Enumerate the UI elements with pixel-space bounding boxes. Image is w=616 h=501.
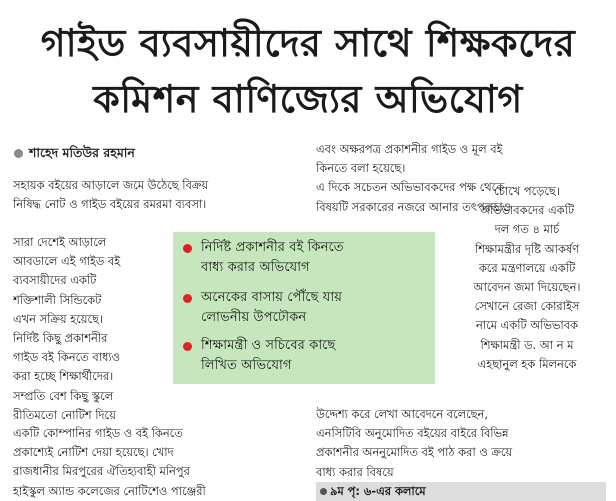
- author-name: শাহেদ মতিউর রহমান: [29, 145, 135, 160]
- text-line: আবডালে এই গাইড বই: [13, 254, 121, 269]
- text-line: শিক্ষামন্ত্রী ড. আ ন ম: [480, 337, 574, 352]
- text-line: অনেকের বাসায় পৌঁছে যায়: [201, 290, 342, 305]
- text-line: সেখানে রেজা কোরাইস: [474, 299, 580, 314]
- text-line: অভিভাবকদের একটি: [479, 203, 575, 218]
- highlight-text: [201, 238, 428, 278]
- left-column-wrapped-text: [13, 233, 171, 425]
- text-line: বাধ্য করার অভিযোগ: [201, 260, 310, 275]
- text-line: এহছানুল হক মিলনকে: [477, 356, 577, 371]
- text-line: প্রকাশ্যেই নোটিশ দেয়া হয়েছে। খোদ: [13, 445, 174, 460]
- text-line: নির্দিষ্ট প্রকাশনীর বই কিনতে: [201, 240, 344, 255]
- highlight-item: [183, 238, 428, 278]
- text-line: দল গত ৪ মার্চ: [494, 222, 560, 237]
- text-line: গাইড বই কিনতে বাধ্যও: [13, 350, 121, 365]
- right-column-wrapped-text: [452, 182, 602, 374]
- highlight-box: [173, 232, 435, 384]
- text-line: এবং অক্ষরপত্র প্রকাশনীর গাইড ও মূল বই: [316, 142, 503, 156]
- highlight-text: [201, 336, 428, 376]
- text-line: ব্যবসায়ীদের একটি: [13, 273, 97, 288]
- text-line: শিক্ষামন্ত্রী ও সচিবের কাছে: [201, 338, 336, 353]
- text-line: করে মন্ত্রণালয়ে একটি: [478, 260, 576, 275]
- text-line: সহায়ক বইয়ের আড়ালে জমে উঠেছে বিক্রয়: [13, 178, 209, 192]
- text-line: রীতিমতো নোটিশ দিয়ে: [13, 407, 116, 422]
- text-line: কিনতে বলা হয়েছে।: [316, 161, 406, 176]
- text-line: হাইস্কুল অ্যান্ড কলেজের নোটিশেও পাঞ্জেরী: [13, 483, 206, 498]
- highlight-text: [201, 288, 428, 328]
- text-line: উদ্দেশ্য করে লেখা আবেদনে বলেছেন,: [316, 407, 488, 421]
- left-column-continuation: [13, 424, 303, 501]
- text-line: চোখে পড়েছে।: [494, 184, 560, 198]
- continued-on-page-link[interactable]: [316, 482, 606, 501]
- right-column-continuation: [316, 405, 606, 501]
- byline: [14, 145, 135, 165]
- text-line: করা হচ্ছে শিক্ষার্থীদের।: [13, 369, 114, 384]
- highlight-item: [183, 288, 428, 328]
- text-line: নামে একটি অভিভাবক: [475, 318, 579, 333]
- text-line: এখন সক্রিয় হয়েছে।: [13, 311, 104, 326]
- text-line: বিষয়টি সরকারের নজরে আনার তৎপরতাও: [316, 199, 512, 214]
- highlight-item: [183, 336, 428, 376]
- text-line: শক্তিশালী সিন্ডিকেট: [13, 292, 102, 307]
- left-column-intro: [13, 176, 297, 214]
- text-line: প্রকাশনীর অননুমোদিত বই পাঠ করা ও ক্রয়ে: [316, 445, 513, 460]
- red-bullet-icon: [183, 342, 192, 351]
- text-line: সম্প্রতি বেশ কিছু স্কুলে: [13, 388, 114, 403]
- text-line: আবেদন জমা দিয়েছেন।: [473, 280, 581, 295]
- red-bullet-icon: [183, 294, 192, 303]
- red-bullet-icon: [183, 244, 192, 253]
- headline-line-1: গাইড ব্যবসায়ীদের সাথে শিক্ষকদের: [40, 21, 576, 65]
- text-line: নিষিদ্ধ নোট ও গাইড বইয়ের রমরমা ব্যবসা।: [13, 197, 207, 212]
- text-line: এনসিটিবি অনুমোদিত বইয়ের বাইরে বিভিন্ন: [316, 426, 509, 441]
- last-line: বাধ্য করার বিষয়ে: [316, 464, 394, 479]
- text-line: একটি কোম্পানির গাইড ও বই কিনতে: [13, 426, 183, 440]
- bullet-icon: [14, 149, 23, 158]
- continued-label: ৯ম পৃ: ৬-এর কলামে: [330, 483, 426, 498]
- bullet-icon: [320, 488, 327, 495]
- text-line: লোভনীয় উপঢৌকন: [201, 310, 307, 325]
- headline-line-2: কমিশন বাণিজ্যের অভিযোগ: [93, 77, 523, 121]
- text-line: শিক্ষামন্ত্রীর দৃষ্টি আকর্ষণ: [474, 241, 580, 256]
- text-line: নির্দিষ্ট কিছু প্রকাশনীর: [13, 331, 108, 346]
- text-line: লিখিত অভিযোগ: [201, 358, 292, 373]
- text-line: এ দিকে সচেতন অভিভাবকদের পক্ষ থেকে: [316, 180, 505, 195]
- text-line: রাজধানীর মিরপুরের ঐতিহ্যবাহী মনিপুর: [13, 464, 190, 479]
- right-column-lower-lines: [316, 405, 606, 463]
- text-line: সারা দেশেই আড়ালে: [13, 235, 107, 249]
